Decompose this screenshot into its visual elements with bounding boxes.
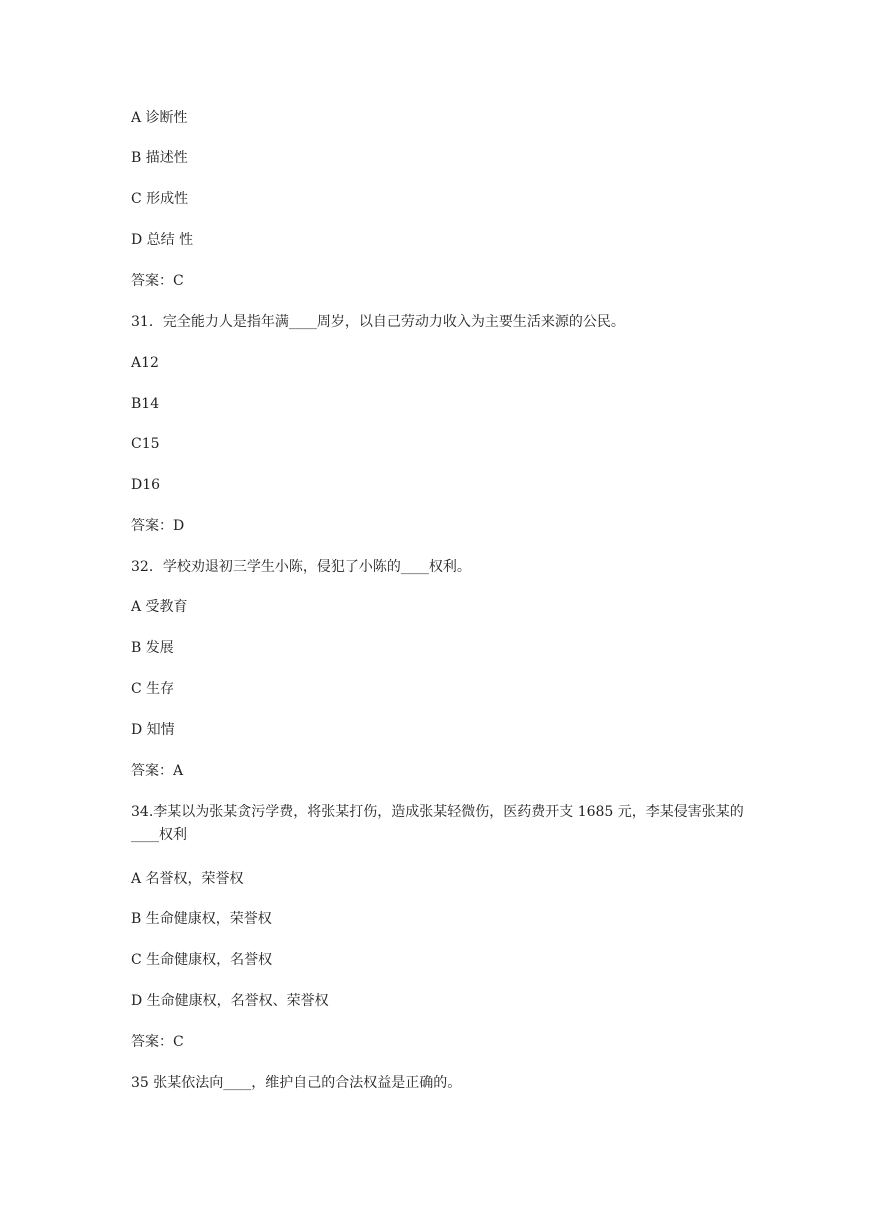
option-d: D 知情 — [131, 722, 175, 738]
option-d: D 总结 性 — [131, 232, 194, 248]
question-35: 35 张某依法向____，维护自己的合法权益是正确的。 — [131, 1075, 462, 1091]
option-c: C 生命健康权，名誉权 — [131, 952, 273, 968]
option-b: B 描述性 — [131, 150, 188, 166]
answer: 答案：C — [131, 273, 184, 289]
option-c: C 生存 — [131, 681, 175, 697]
option-c: C 形成性 — [131, 191, 189, 207]
answer: 答案：C — [131, 1034, 184, 1050]
option-a: A 受教育 — [131, 599, 188, 615]
option-d: D 生命健康权，名誉权、荣誉权 — [131, 993, 329, 1009]
answer: 答案：A — [131, 763, 184, 779]
option-a: A12 — [131, 355, 159, 371]
option-c: C15 — [131, 436, 160, 452]
option-a: A 名誉权，荣誉权 — [131, 871, 244, 887]
option-b: B 发展 — [131, 640, 174, 656]
option-b: B 生命健康权，荣誉权 — [131, 911, 272, 927]
question-34: 34.李某以为张某贪污学费，将张某打伤，造成张某轻微伤，医药费开支 1685 元，李某侵害张某的____权利 — [131, 804, 744, 843]
option-d: D16 — [131, 477, 161, 493]
question-32: 32．学校劝退初三学生小陈，侵犯了小陈的____权利。 — [131, 559, 471, 575]
answer: 答案：D — [131, 518, 185, 534]
option-a: A 诊断性 — [131, 110, 188, 126]
option-b: B14 — [131, 396, 160, 412]
question-31: 31．完全能力人是指年满____周岁，以自己劳动力收入为主要生活来源的公民。 — [131, 314, 625, 330]
